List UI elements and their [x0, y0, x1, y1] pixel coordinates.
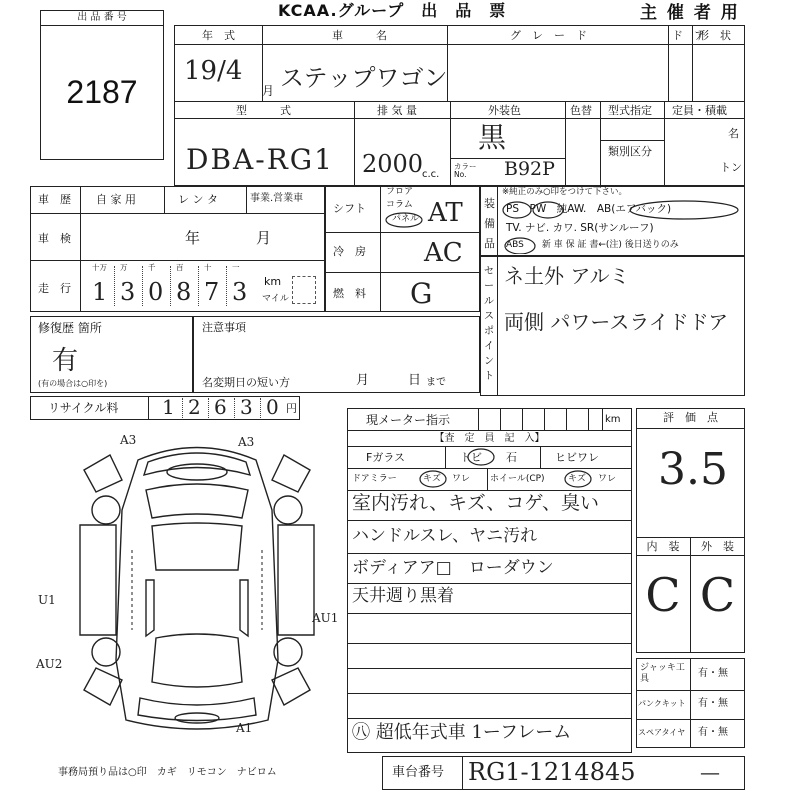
form-title: KCAA.グループ 出 品 票: [278, 1, 507, 20]
wheel-scratch[interactable]: キズ: [568, 474, 586, 484]
jack-option[interactable]: 有・無: [698, 668, 728, 679]
car-name-value: ステップワゴン: [280, 64, 448, 92]
sales-point-line-2: 両側 パワースライドドア: [504, 310, 729, 334]
chassis-label: 車台番号: [392, 765, 445, 780]
model-value: DBA-RG1: [186, 143, 334, 176]
ac-label: 冷 房: [333, 245, 366, 258]
inspection-year-unit: 年: [185, 229, 201, 247]
fuel-label: 燃 料: [333, 287, 366, 300]
grade-label: グ レ ー ド: [510, 29, 587, 42]
model-designation-label: 型式指定: [608, 104, 652, 117]
equipment-side-label: 装備品: [484, 197, 495, 250]
shift-panel-circle: [384, 211, 424, 229]
exterior-label: 外 装: [701, 540, 734, 553]
damage-mark-a3-right: A3: [238, 435, 255, 449]
reg-change-until: まで: [426, 377, 446, 388]
damage-mark-au2: AU2: [36, 657, 63, 671]
month-suffix: 月: [262, 84, 275, 98]
tons-unit: トン: [720, 161, 742, 174]
crack-label: ヒビワレ: [555, 451, 599, 464]
inspector-circles: [347, 446, 632, 490]
history-label: 車 歴: [38, 193, 71, 206]
recycle-digit: 6: [214, 395, 227, 419]
equipment-line-2: TV. ナビ. カワ. SR(サンルーフ): [506, 222, 654, 234]
interior-label: 内 装: [646, 540, 680, 553]
grade-label: 評 価 点: [663, 411, 718, 424]
shift-column[interactable]: コラム: [386, 200, 413, 210]
inspector-footer-note: ㊇ 超低年式車 1ーフレーム: [352, 722, 572, 743]
recycle-digit: 2: [188, 395, 201, 419]
color-no-label: カラー No.: [454, 162, 477, 179]
recycle-yen-unit: 円: [286, 402, 297, 415]
wheel-crack[interactable]: ワレ: [598, 474, 617, 484]
spare-option[interactable]: 有・無: [698, 727, 728, 738]
shift-panel[interactable]: パネル: [392, 214, 420, 224]
lot-number-value: 2187: [66, 74, 138, 110]
repair-note: (有の場合は○印を): [38, 379, 108, 388]
recycle-digit: 3: [240, 395, 253, 419]
mileage-digit-header: 十: [204, 263, 212, 272]
fuel-value: G: [410, 277, 433, 310]
car-damage-diagram: [60, 430, 335, 750]
year-label: 年 式: [202, 29, 235, 42]
color-no-value: B92P: [504, 158, 555, 180]
damage-mark-u1: U1: [38, 593, 56, 607]
inspector-note-3: ボディアア□ ローダウン: [352, 558, 554, 578]
damage-mark-au1: AU1: [312, 611, 339, 625]
mirror-scratch[interactable]: キズ: [423, 474, 441, 484]
meter-label: 現メーター指示: [366, 413, 451, 427]
grade-value: 3.5: [658, 444, 728, 495]
mileage-digit-header: 千: [148, 263, 156, 272]
car-name-label: 車 名: [332, 29, 387, 42]
year-value: 19/4: [184, 56, 243, 86]
sales-point-line-1: ネ土外 アルミ: [504, 264, 630, 288]
jack-label: ジャッキ工具: [640, 663, 685, 684]
caution-label: 注意事項: [202, 321, 246, 334]
mirror-label: ドアミラー: [352, 474, 397, 484]
damage-mark-a1: A1: [236, 721, 253, 735]
reg-change-label: 名変期日の短い方: [202, 376, 290, 389]
mileage-label: 走 行: [38, 282, 71, 295]
mileage-digit-header: 一: [232, 263, 240, 272]
mileage-digit: 3: [120, 278, 136, 306]
lot-number-label: 出 品 番 号: [77, 12, 127, 23]
ac-value: AC: [424, 238, 463, 268]
equipment-note: ※純正のみ○印をつけて下さい。: [502, 187, 628, 197]
mileage-digit: 1: [92, 278, 108, 306]
history-option-private[interactable]: 自 家 用: [96, 193, 136, 206]
meter-km-unit: km: [605, 414, 621, 425]
equipment-line-3: ABS 新 車 保 証 書←(注) 後日送りのみ: [506, 240, 679, 250]
inspector-header: 【査 定 員 記 入】: [434, 433, 545, 444]
mileage-digit-header: 百: [176, 263, 184, 272]
door-label: ド ア: [672, 29, 705, 42]
inspection-label: 車 検: [38, 232, 71, 245]
shift-label: シフト: [333, 202, 366, 215]
inspector-note-4: 天井週り黒着: [352, 586, 454, 606]
equipment-line-1: PS PW 純AW. AB(エアバック): [506, 203, 672, 215]
puncture-label: パンクキット: [638, 699, 686, 708]
glass-label: Fガラス: [366, 451, 405, 464]
mirror-crack[interactable]: ワレ: [452, 474, 471, 484]
inspector-note-1: 室内汚れ、キズ、コゲ、臭い: [352, 492, 600, 514]
recycle-label: リサイクル料: [48, 401, 119, 415]
category-label: 類別区分: [608, 145, 652, 158]
repair-label: 修復歴 箇所: [38, 321, 102, 335]
inspector-note-2: ハンドルスレ、ヤニ汚れ: [352, 526, 538, 546]
mileage-digit: 0: [148, 278, 164, 306]
sales-point-side-label: セールスポイント: [484, 266, 494, 382]
shift-value: AT: [428, 198, 463, 228]
recycle-digit: 0: [266, 395, 279, 419]
interior-value: C: [645, 568, 681, 622]
color-change-label: 色替: [570, 104, 592, 117]
damage-mark-a3-left: A3: [120, 433, 137, 447]
mileage-digit-header: 十万: [92, 263, 107, 272]
km-unit: km: [264, 275, 282, 288]
inspection-month-unit: 月: [256, 229, 272, 247]
body-type-label: 形 状: [698, 29, 731, 42]
history-option-rental[interactable]: レ ン タ: [178, 193, 218, 206]
spare-label: スペアタイヤ: [638, 728, 686, 737]
office-note: 事務局預り品は○印 カギ リモコン ナビロム: [58, 767, 277, 778]
displacement-label: 排 気 量: [377, 104, 417, 117]
reg-change-month: 月: [356, 373, 370, 388]
capacity-label: 定員・積載: [672, 104, 727, 117]
mile-checkbox[interactable]: [292, 276, 316, 304]
wheel-label: ホイール(CP): [490, 474, 545, 484]
reg-change-day: 日: [408, 373, 422, 388]
repair-value: 有: [52, 346, 79, 376]
equipment-circles: [498, 198, 745, 254]
displacement-value: 2000: [362, 150, 424, 178]
stone-label: 石: [506, 451, 517, 464]
mileage-digit: 8: [176, 278, 192, 306]
chassis-value: RG1-1214845: [468, 758, 636, 786]
chip-label: トビ: [460, 451, 482, 464]
model-label: 型 式: [236, 104, 291, 117]
color-label: 外装色: [488, 104, 521, 117]
cc-unit: c.c.: [422, 169, 440, 180]
recycle-digit: 1: [162, 395, 175, 419]
chassis-dash: —: [700, 760, 720, 784]
mileage-digit: 3: [232, 278, 248, 306]
color-value: 黒: [478, 121, 507, 154]
organizer-label: 主 催 者 用: [640, 3, 740, 23]
shift-floor[interactable]: フロア: [386, 187, 414, 197]
exterior-value: C: [699, 568, 736, 622]
mileage-digit: 7: [204, 278, 220, 306]
mile-unit: マイル: [262, 294, 289, 304]
history-option-commercial[interactable]: 事業.営業車: [250, 193, 304, 204]
persons-unit: 名: [728, 127, 739, 140]
puncture-option[interactable]: 有・無: [698, 698, 728, 709]
mileage-digit-header: 万: [120, 263, 128, 272]
